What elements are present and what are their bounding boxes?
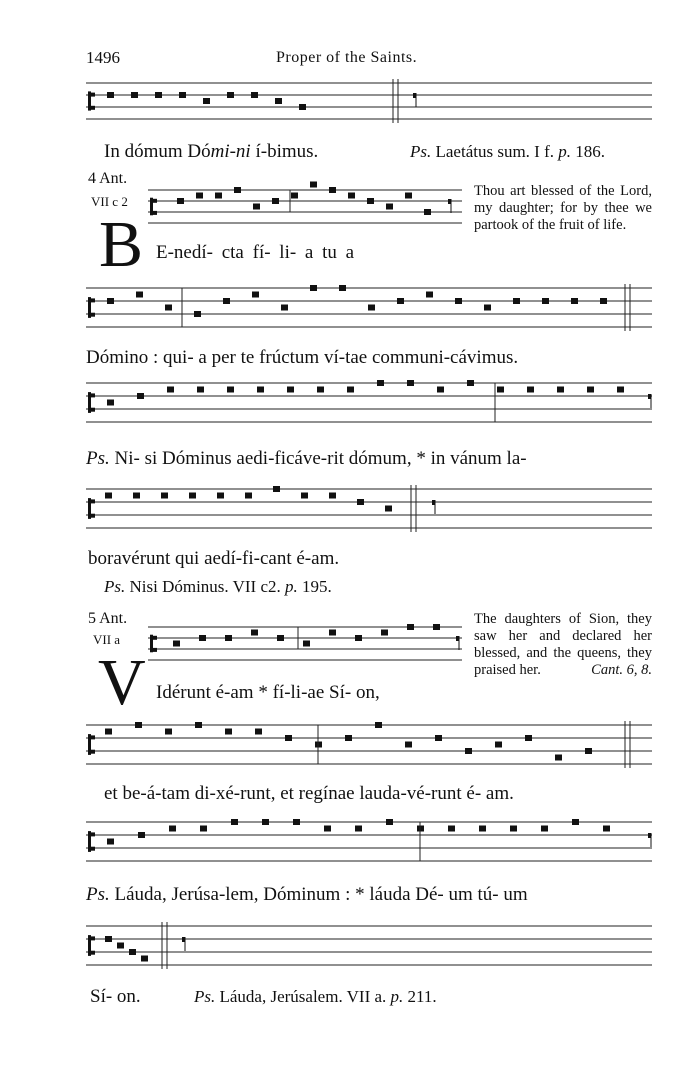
ref-page: 195. [297,577,332,596]
neume [131,92,138,98]
clef [90,951,95,955]
neume [525,735,532,741]
lyric-line-3: Dómino : qui- a per te frúctum ví-tae communi-cávimus. [86,347,519,368]
translation-citation: Cant. 6, 8. [591,662,652,678]
neume [368,305,375,311]
neume [197,387,204,393]
neume [303,641,310,647]
lyric-text: In dómum Dó [104,141,211,162]
neume [407,624,414,630]
neume [324,826,331,832]
neume [448,826,455,832]
neume [495,742,502,748]
neume [169,826,176,832]
neume [225,729,232,735]
clef [90,93,95,97]
neume [215,193,222,199]
neume [426,292,433,298]
initial-letter: B [99,208,144,281]
neume [527,387,534,393]
neume [196,193,203,199]
clef [90,514,95,518]
neume [138,832,145,838]
neume [199,635,206,641]
neume [251,630,258,636]
neume [217,493,224,499]
clef [90,408,95,412]
neume [555,755,562,761]
neume [177,198,184,204]
neume [257,387,264,393]
lyric-italic: mi-ni [210,141,251,162]
neume [291,193,298,199]
ps-abbrev: Ps. [86,448,110,469]
neume [435,735,442,741]
neume [245,493,252,499]
clef [152,648,157,652]
neume [285,735,292,741]
neume [107,400,114,406]
antiphon-mode: VII a [93,632,121,647]
neume [329,187,336,193]
neume [557,387,564,393]
clef [90,499,95,503]
ps-abbrev: Ps. [410,142,432,161]
neume [385,506,392,512]
neume [433,624,440,630]
antiphon-number: 5 Ant. [88,610,128,627]
lyric-line-2: E-nedí- cta fí- li- a tu a [156,242,355,263]
neume [407,380,414,386]
neume [301,493,308,499]
neume [329,493,336,499]
page-abbrev: p. [285,577,298,596]
antiphon-number: 4 Ant. [88,170,128,187]
neume [137,393,144,399]
neume [541,826,548,832]
neume [542,298,549,304]
neume [161,493,168,499]
neume [587,387,594,393]
neume [275,98,282,104]
clef [90,313,95,317]
neume [479,826,486,832]
neume [381,630,388,636]
neume [329,630,336,636]
neume [105,493,112,499]
ref-page: 186. [571,142,605,161]
neume [277,635,284,641]
lyric-text: Ni- si Dóminus aedi-ficáve-rit dómum, * in vánum la- [109,448,527,469]
neume [386,819,393,825]
psalm-reference-1 [410,142,605,162]
neume [252,292,259,298]
neume [355,635,362,641]
clef [90,106,95,110]
translation: Thou art blessed of the Lord, my daughter; for by thee we partook of the fruit of life. [474,183,652,233]
lyric-line-8 [86,884,528,906]
clef [90,393,95,397]
page-number: 1496 [86,48,120,67]
clef [152,199,157,203]
neume [405,193,412,199]
neume [347,387,354,393]
ref-page: 211. [403,987,437,1006]
neume [200,826,207,832]
neume [179,92,186,98]
neume [355,826,362,832]
neume [437,387,444,393]
lyric-line-9: Sí- on. [90,986,141,1007]
neume [135,722,142,728]
page-abbrev: p. [390,987,404,1006]
neume [367,198,374,204]
ps-abbrev: Ps. [104,577,126,596]
neume [262,819,269,825]
clef [90,735,95,739]
neume [348,193,355,199]
neume [287,387,294,393]
neume [141,956,148,962]
neume [107,298,114,304]
neume [424,209,431,215]
neume [397,298,404,304]
clef [152,636,157,640]
neume [165,729,172,735]
psalm-reference-2 [104,577,332,597]
lyric-line-4 [86,448,527,470]
ref-text: Laetátus sum. I f. [431,142,559,161]
translation [474,611,652,679]
neume [484,305,491,311]
neume [105,729,112,735]
clef [90,298,95,302]
neume [231,819,238,825]
clef [90,750,95,754]
antiphon-mode: VII c 2 [91,194,128,209]
neume [467,380,474,386]
neume [585,748,592,754]
neume [253,204,260,210]
translation-text: The daughters of Sion, they saw her and declared her blessed, and the queens, they praised her. [474,611,652,678]
neume [386,204,393,210]
neume [167,387,174,393]
neume [339,285,346,291]
neume [299,104,306,110]
neume [107,92,114,98]
neume [189,493,196,499]
neume [194,311,201,317]
neume [603,826,610,832]
neume [203,98,210,104]
neume [510,826,517,832]
ps-abbrev: Ps. [194,987,216,1006]
lyric-line-5: boravérunt qui aedí-fi-cant é-am. [88,548,340,569]
neume [600,298,607,304]
neume [195,722,202,728]
neume [227,387,234,393]
neume [223,298,230,304]
clef [90,936,95,940]
neume [357,499,364,505]
neume [107,839,114,845]
neume [129,949,136,955]
neume [377,380,384,386]
neume [375,722,382,728]
clef [152,211,157,215]
neume [317,387,324,393]
neume [281,305,288,311]
neume [234,187,241,193]
neume [165,305,172,311]
neume [617,387,624,393]
neume [251,92,258,98]
neume [405,742,412,748]
clef [90,832,95,836]
neume [272,198,279,204]
neume [225,635,232,641]
neume [227,92,234,98]
neume [310,285,317,291]
neume [572,819,579,825]
page-abbrev: p. [558,142,571,161]
neume [293,819,300,825]
neume [133,493,140,499]
neume [155,92,162,98]
neume [465,748,472,754]
neume [136,292,143,298]
initial-letter: V [98,646,146,719]
lyric-line-1 [104,141,318,163]
psalm-reference-3 [194,987,437,1007]
neume [497,387,504,393]
lyric-line-7: et be-á-tam di-xé-runt, et regínae lauda-vé-runt é- am. [104,783,514,804]
lyric-line-6: Idérunt é-am * fí-li-ae Sí- on, [156,682,380,703]
neume [117,943,124,949]
lyric-text: Láuda, Jerúsa-lem, Dóminum : * láuda Dé- um tú- um [109,884,528,905]
clef [90,847,95,851]
neume [273,486,280,492]
neume [455,298,462,304]
ref-text: Láuda, Jerúsalem. VII a. [215,987,391,1006]
neume [255,729,262,735]
neume [105,936,112,942]
running-header: Proper of the Saints. [276,49,418,66]
neume [173,641,180,647]
ps-abbrev: Ps. [86,884,110,905]
neume [571,298,578,304]
ref-text: Nisi Dóminus. VII c2. [125,577,286,596]
lyric-text: í-bimus. [250,141,319,162]
neume [310,182,317,188]
neume [345,735,352,741]
neume [513,298,520,304]
